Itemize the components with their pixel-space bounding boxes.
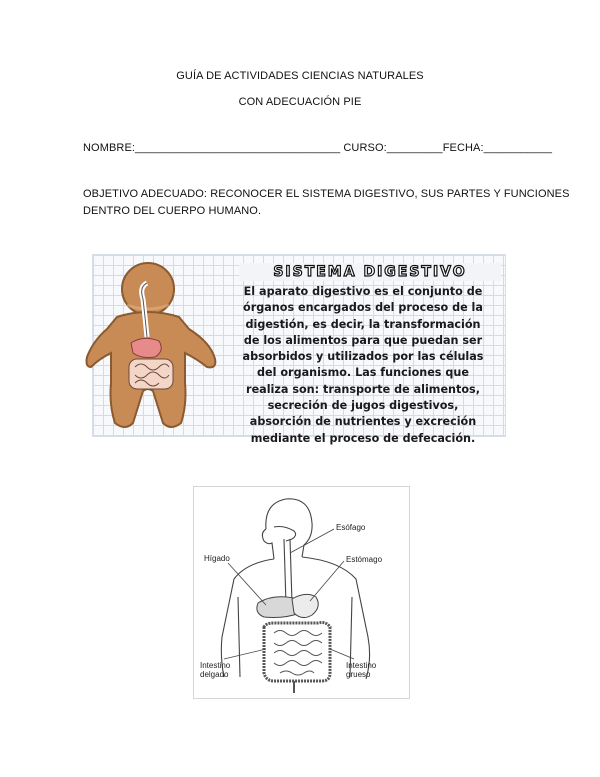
gingerbread-body-illustration xyxy=(93,255,233,436)
description-line: absorción de nutrientes y excreción xyxy=(249,415,477,429)
description-line: del organismo. Las funciones que xyxy=(257,366,469,380)
page-subtitle: CON ADECUACIÓN PIE xyxy=(238,96,362,108)
description-line: de los alimentos para que puedan ser xyxy=(243,333,483,347)
form-fields-line: NOMBRE:_________________________________ CURSO:_________FECHA:___________ xyxy=(83,142,553,154)
large-intestine-shape xyxy=(264,623,330,682)
large-intestine-label-line1: Intestino xyxy=(346,661,377,670)
esophagus-outline xyxy=(284,539,286,605)
liver-label: Hígado xyxy=(204,554,230,563)
page-title: GUÍA DE ACTIVIDADES CIENCIAS NATURALES xyxy=(176,70,424,82)
esophagus-label: Esófago xyxy=(336,523,366,532)
description-line: secreción de jugos digestivos, xyxy=(267,399,459,413)
description-line: absorbidos y utilizados por las células xyxy=(242,350,484,364)
large-intestine-label-line2: grueso xyxy=(346,670,371,679)
digestive-system-diagram xyxy=(193,486,410,699)
description-line: digestión, es decir, la transformación xyxy=(245,317,481,331)
stomach-label: Estómago xyxy=(346,555,383,564)
description-line: realiza son: transporte de alimentos, xyxy=(246,382,480,396)
description-line: mediante el proceso de defecación. xyxy=(250,431,476,445)
small-intestine-label-line2: delgado xyxy=(200,670,229,679)
small-intestine-shape xyxy=(274,631,322,676)
description-line: órganos encargados del proceso de la xyxy=(243,301,483,315)
infographic-title: SISTEMA DIGESTIVO xyxy=(273,264,467,280)
left-arm-outline xyxy=(221,559,274,677)
stomach-shape xyxy=(131,338,161,357)
digestive-system-infographic xyxy=(92,254,506,445)
description-line: El aparato digestivo es el conjunto de xyxy=(243,285,483,298)
objective-line-1: OBJETIVO ADECUADO: RECONOCER EL SISTEMA DIGESTIVO, SUS PARTES Y FUNCIONES xyxy=(83,188,570,200)
intestines-shape xyxy=(129,359,173,389)
infographic-description xyxy=(221,284,505,447)
stomach-outline xyxy=(292,594,318,617)
small-intestine-label-line1: Intestino xyxy=(200,661,231,670)
objective-line-2: DENTRO DEL CUERPO HUMANO. xyxy=(83,205,262,217)
